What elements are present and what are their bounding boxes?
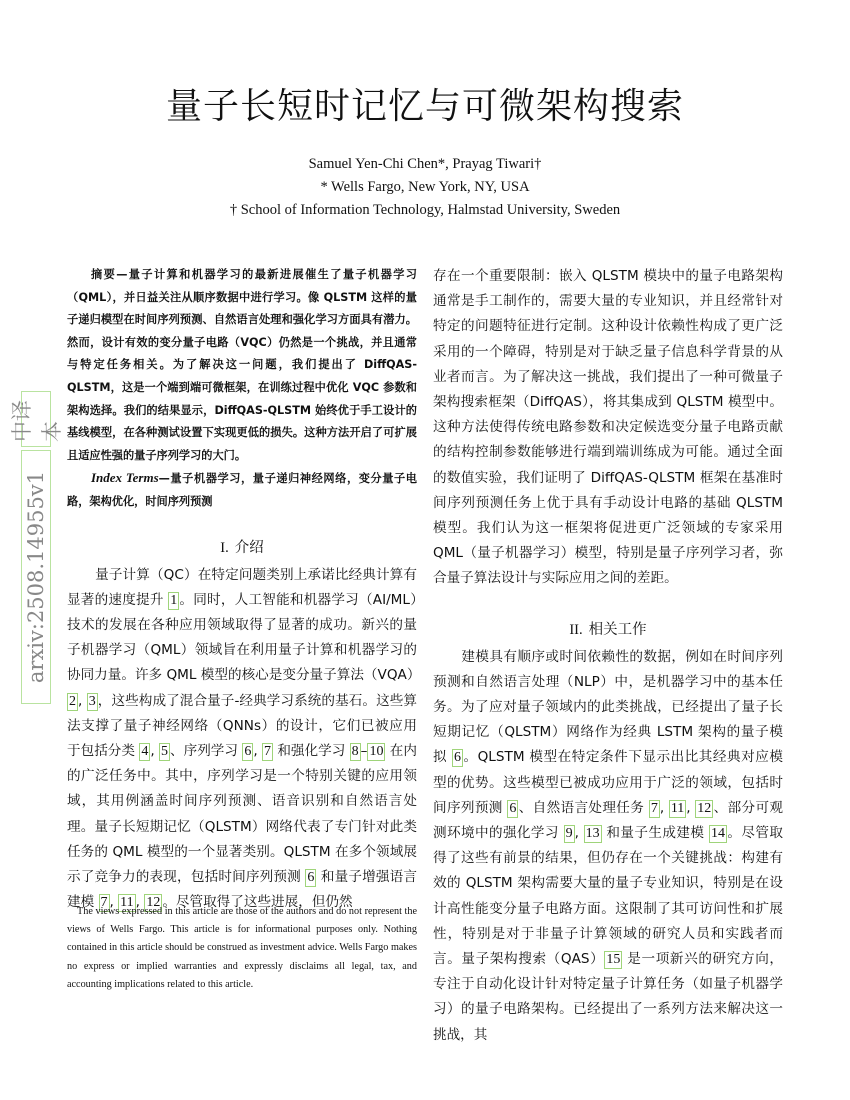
text-run: 和强化学习 [273,742,350,759]
text-run: 、部分可观测环境中的强化学习 [433,799,783,842]
footnote-text: The views expressed in this article are those of the authors and do not represent the views of Wells Fargo. This article is for informational purposes only. Nothing contained in this article should be construed as investment advice. Wells Fargo makes no express or implied warranties and expressly disclaims all legal, tax, and accounting implications related to this article. [67,906,417,990]
section-number: I. [220,539,229,556]
intro-paragraph [67,563,421,916]
separator: , [150,742,159,759]
section-title: 相关工作 [588,621,647,638]
text-run: 。尽管取得了这些进展，但仍然 [162,894,353,911]
separator: , [253,742,262,759]
text-run: 是一项新兴的研究方向，专注于自动化设计针对特定量子计算任务（如量子机器学习）的量子电路架构。已经提出了一系列方法来解决这一挑战，其 [433,951,783,1043]
citation-link[interactable]: 13 [585,826,600,842]
citation-link[interactable]: 7 [650,800,658,816]
separator: , [659,799,669,816]
citation-link[interactable]: 12 [146,895,161,911]
citation-link[interactable]: 9 [565,826,573,842]
text-run: 建模具有顺序或时间依赖性的数据，例如在时间序列预测和自然语言处理（NLP）中，是机器学习中的基本任务。为了应对量子领域内的此类挑战，已经提出了量子长短期记忆（QLSTM）网络作为经典 LSTM 架构的量子模拟 [433,648,783,766]
citation-link[interactable]: 6 [509,800,517,816]
text-run: 。尽管取得了这些有前景的结果，但仍存在一个关键挑战：构建有效的 QLSTM 架构需要大量的量子专业知识，特别是在设计高性能变分量子电路方面。这限制了其可访问性和扩展性，特别是对于非量子计算领域的研究人员和实践者而言。量子架构搜索（QAS） [433,825,783,968]
citation-link[interactable]: 6 [453,750,461,766]
author-names: Samuel Yen-Chi Chen*, Prayag Tiwari† [308,156,542,172]
text-run: 和量子增强语言建模 [67,868,417,911]
citation-link[interactable]: 11 [670,800,685,816]
affiliation-1: * Wells Fargo, New York, NY, USA [320,179,530,195]
abstract [67,264,417,467]
index-terms-label: Index Terms [91,470,159,486]
text-run: 。QLSTM 模型在特定条件下显示出比其经典对应模型的优势。这些模型已被成功应用于广泛的领域，包括时间序列预测 [433,749,783,816]
text-run: 。同时，人工智能和机器学习（AI/ML）技术的发展在各种应用领域取得了显著的成功。新兴的量子机器学习（QML）领域旨在利用量子计算和机器学习的协同力量。许多 QML 模型的核心是变分量子算法（VQA） [67,591,421,684]
citation-link[interactable]: 7 [100,895,108,911]
intro-paragraph-continued: 存在一个重要限制：嵌入 QLSTM 模块中的量子电路架构通常是手工制作的，需要大量的专业知识，并且经常针对特定的问题特征进行定制。这种设计依赖性构成了更广泛采用的一个障碍，特别是对于缺乏量子信息科学背景的从业者而言。为了解决这一挑战，我们提出了一种可微量子架构搜索框架（DiffQAS），将其集成到 QLSTM 模型中。这种方法使得传统电路参数和决定候选变分量子电路贡献的结构控制参数能够进行端到端训练成为可能。通过全面的数值实验，我们证明了 DiffQAS-QLSTM 框架在基准时间序列预测任务上优于具有手动设计电路的基础 QLSTM 模型。我们认为这一框架将促进更广泛领域的专家采用 QML（量子机器学习）模型，特别是量子序列学习者，弥合量子算法设计与实际应用之间的差距。 [433,268,783,587]
citation-link[interactable]: 4 [141,743,149,759]
paper-title: 量子长短时记忆与可微架构搜索 [165,86,684,127]
text-run: 、序列学习 [170,742,243,759]
text-run: 量子计算（QC）在特定问题类别上承诺比经典计算有显著的速度提升 [67,566,417,608]
related-work-paragraph [433,645,783,1048]
separator: , [109,894,119,911]
citation-link[interactable]: 6 [307,869,315,885]
citation-link[interactable]: 3 [88,693,96,709]
left-column [67,264,421,915]
arxiv-id-link[interactable]: arxiv:2508.14955v1 [21,450,51,704]
arxiv-stamp [10,390,64,704]
separator: , [135,894,145,911]
separator: , [78,692,87,709]
index-terms-text: —量子机器学习，量子递归神经网络，变分量子电路，架构优化，时间序列预测 [67,472,417,508]
translation-label: 中译本 [21,391,51,447]
author-block [0,153,850,222]
section-title: 介绍 [234,539,264,556]
disclaimer-footnote [67,903,417,994]
citation-link[interactable]: 5 [161,743,168,759]
index-terms [67,467,417,513]
citation-link[interactable]: 1 [170,592,178,608]
citation-link[interactable]: 2 [69,693,76,709]
citation-link[interactable]: 10 [369,743,384,759]
text-run: ，这些构成了混合量子-经典学习系统的基石。这些算法支撑了量子神经网络（QNNs）的设计，它们已被应用于包括分类 [67,692,417,759]
abstract-label: 摘要 [91,268,117,281]
citation-link[interactable]: 8 [351,743,359,759]
separator: , [574,825,584,842]
citation-link[interactable]: 11 [120,895,134,911]
section-heading-related-work [433,618,783,639]
separator: , [686,799,696,816]
text-run: 、自然语言处理任务 [518,799,649,816]
citation-link[interactable]: 12 [697,800,712,816]
text-run: 在内的广泛任务中。其中，序列学习是一个特别关键的应用领域，其用例涵盖时间序列预测、语音识别和自然语言处理。量子长短期记忆（QLSTM）网络代表了专门针对此类任务的 QML 模型的一个显著类别。QLSTM 在多个领域展示了竞争力的表现，包括时间序列预测 [67,742,417,885]
abstract-text: —量子计算和机器学习的最新进展催生了量子机器学习（QML），并日益关注从顺序数据中进行学习。像 QLSTM 这样的量子递归模型在时间序列预测、自然语言处理和强化学习方面具有潜力。然而，设计有效的变分量子电路（VQC）仍然是一个挑战，并且通常与特定任务相关。为了解决这一问题，我们提出了 DiffQAS-QLSTM，这是一个端到端可微框架，在训练过程中优化 VQC 参数和架构选择。我们的结果显示，DiffQAS-QLSTM 始终优于手工设计的基线模型，在各种测试设置下实现更低的损失。这种方法开启了可扩展且适应性强的量子序列学习的大门。 [67,268,417,462]
citation-link[interactable]: 7 [264,743,271,759]
text-run: 和量子生成建模 [601,825,710,842]
affiliation-2: † School of Information Technology, Halmstad University, Sweden [229,202,621,218]
right-column [433,264,783,1048]
citation-link[interactable]: 15 [606,952,621,968]
citation-link[interactable]: 6 [244,743,252,759]
citation-link[interactable]: 14 [711,826,726,842]
section-number: II. [569,621,583,638]
separator: – [360,742,368,759]
section-heading-introduction [67,536,417,557]
